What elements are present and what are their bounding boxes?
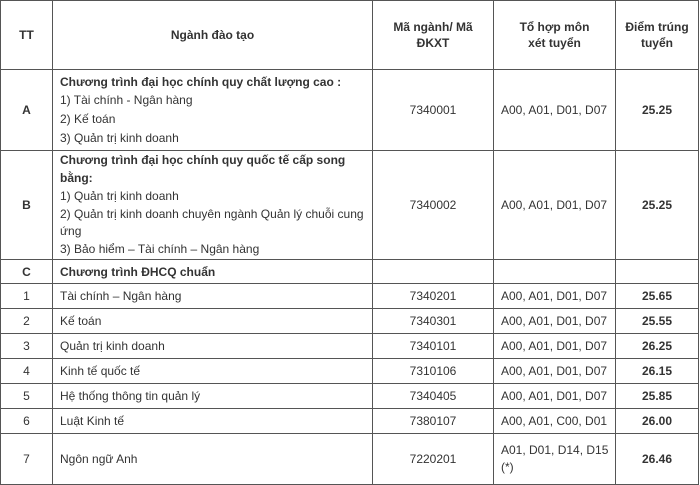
program-score: 25.25 (616, 151, 699, 260)
row-tt: 4 (1, 359, 53, 384)
row-score: 26.15 (616, 359, 699, 384)
row-score: 26.25 (616, 334, 699, 359)
row-tt: 6 (1, 409, 53, 434)
program-title: Chương trình ĐHCQ chuẩn (60, 264, 216, 279)
header-code (373, 1, 494, 70)
header-tt: TT (1, 1, 53, 70)
row-score: 26.00 (616, 409, 699, 434)
row-tt: 1 (1, 284, 53, 309)
row-major: Kế toán (53, 309, 373, 334)
row-code: 7340301 (373, 309, 494, 334)
table-row (1, 434, 699, 485)
table-row (1, 309, 699, 334)
table-row (1, 359, 699, 384)
table-row (1, 284, 699, 309)
row-major: Luật Kinh tế (53, 409, 373, 434)
program-tt: B (1, 151, 53, 260)
row-combo: A00, A01, D01, D07 (494, 309, 616, 334)
row-score: 25.65 (616, 284, 699, 309)
row-combo: A00, A01, D01, D07 (494, 359, 616, 384)
row-tt: 3 (1, 334, 53, 359)
row-code: 7310106 (373, 359, 494, 384)
row-score: 26.46 (616, 434, 699, 485)
row-code: 7340201 (373, 284, 494, 309)
row-major: Kinh tế quốc tế (53, 359, 373, 384)
row-combo-cell (494, 434, 616, 485)
program-tt: A (1, 70, 53, 151)
program-line: 3) Bảo hiểm – Tài chính – Ngân hàng (60, 242, 260, 256)
row-tt: 5 (1, 384, 53, 409)
row-combo: A00, A01, D01, D07 (494, 284, 616, 309)
row-code: 7380107 (373, 409, 494, 434)
program-title: Chương trình đại học chính quy chất lượng cao : (60, 74, 342, 89)
row-score: 25.85 (616, 384, 699, 409)
header-combo (494, 1, 616, 70)
header-major: Ngành đào tạo (53, 1, 373, 70)
row-major: Ngôn ngữ Anh (53, 434, 373, 485)
header-score-label: Điểm trúng tuyển (625, 20, 689, 50)
row-code: 7340405 (373, 384, 494, 409)
program-score: 25.25 (616, 70, 699, 151)
program-score (616, 260, 699, 284)
program-code (373, 260, 494, 284)
program-code: 7340002 (373, 151, 494, 260)
table-row (1, 334, 699, 359)
row-combo: A00, A01, D01, D07 (494, 384, 616, 409)
row-tt: 2 (1, 309, 53, 334)
header-row (1, 1, 699, 70)
row-score: 25.55 (616, 309, 699, 334)
program-line: 3) Quản trị kinh doanh (60, 130, 179, 145)
row-major: Hệ thống thông tin quản lý (53, 384, 373, 409)
program-code: 7340001 (373, 70, 494, 151)
program-combo: A00, A01, D01, D07 (494, 70, 616, 151)
program-line: 2) Quản trị kinh doanh chuyên ngành Quản lý chuỗi cung ứng (60, 207, 364, 238)
program-line: 1) Quản trị kinh doanh (60, 189, 179, 203)
program-tt: C (1, 260, 53, 284)
row-major: Tài chính – Ngân hàng (53, 284, 373, 309)
header-combo-label: Tổ hợp môn xét tuyển (519, 20, 590, 50)
header-code-label: Mã ngành/ Mã ĐKXT (393, 20, 473, 50)
table-row (1, 384, 699, 409)
row-combo: A00, A01, C00, D01 (494, 409, 616, 434)
header-score (616, 1, 699, 70)
row-combo: A00, A01, D01, D07 (494, 334, 616, 359)
table-row (1, 409, 699, 434)
row-major: Quản trị kinh doanh (53, 334, 373, 359)
row-code: 7340101 (373, 334, 494, 359)
row-code: 7220201 (373, 434, 494, 485)
program-line: 1) Tài chính - Ngân hàng (60, 92, 193, 107)
program-name-cell (53, 70, 373, 151)
program-combo (494, 260, 616, 284)
program-row-c (1, 260, 699, 284)
program-name-cell (53, 151, 373, 260)
program-title: Chương trình đại học chính quy quốc tế cấp song bằng: (60, 153, 346, 185)
program-name-cell (53, 260, 373, 284)
row-tt: 7 (1, 434, 53, 485)
program-row-a (1, 70, 699, 151)
program-row-b (1, 151, 699, 260)
program-line: 2) Kế toán (60, 111, 116, 126)
row-combo: A01, D01, D14, D15 (*) (501, 443, 609, 474)
program-combo: A00, A01, D01, D07 (494, 151, 616, 260)
